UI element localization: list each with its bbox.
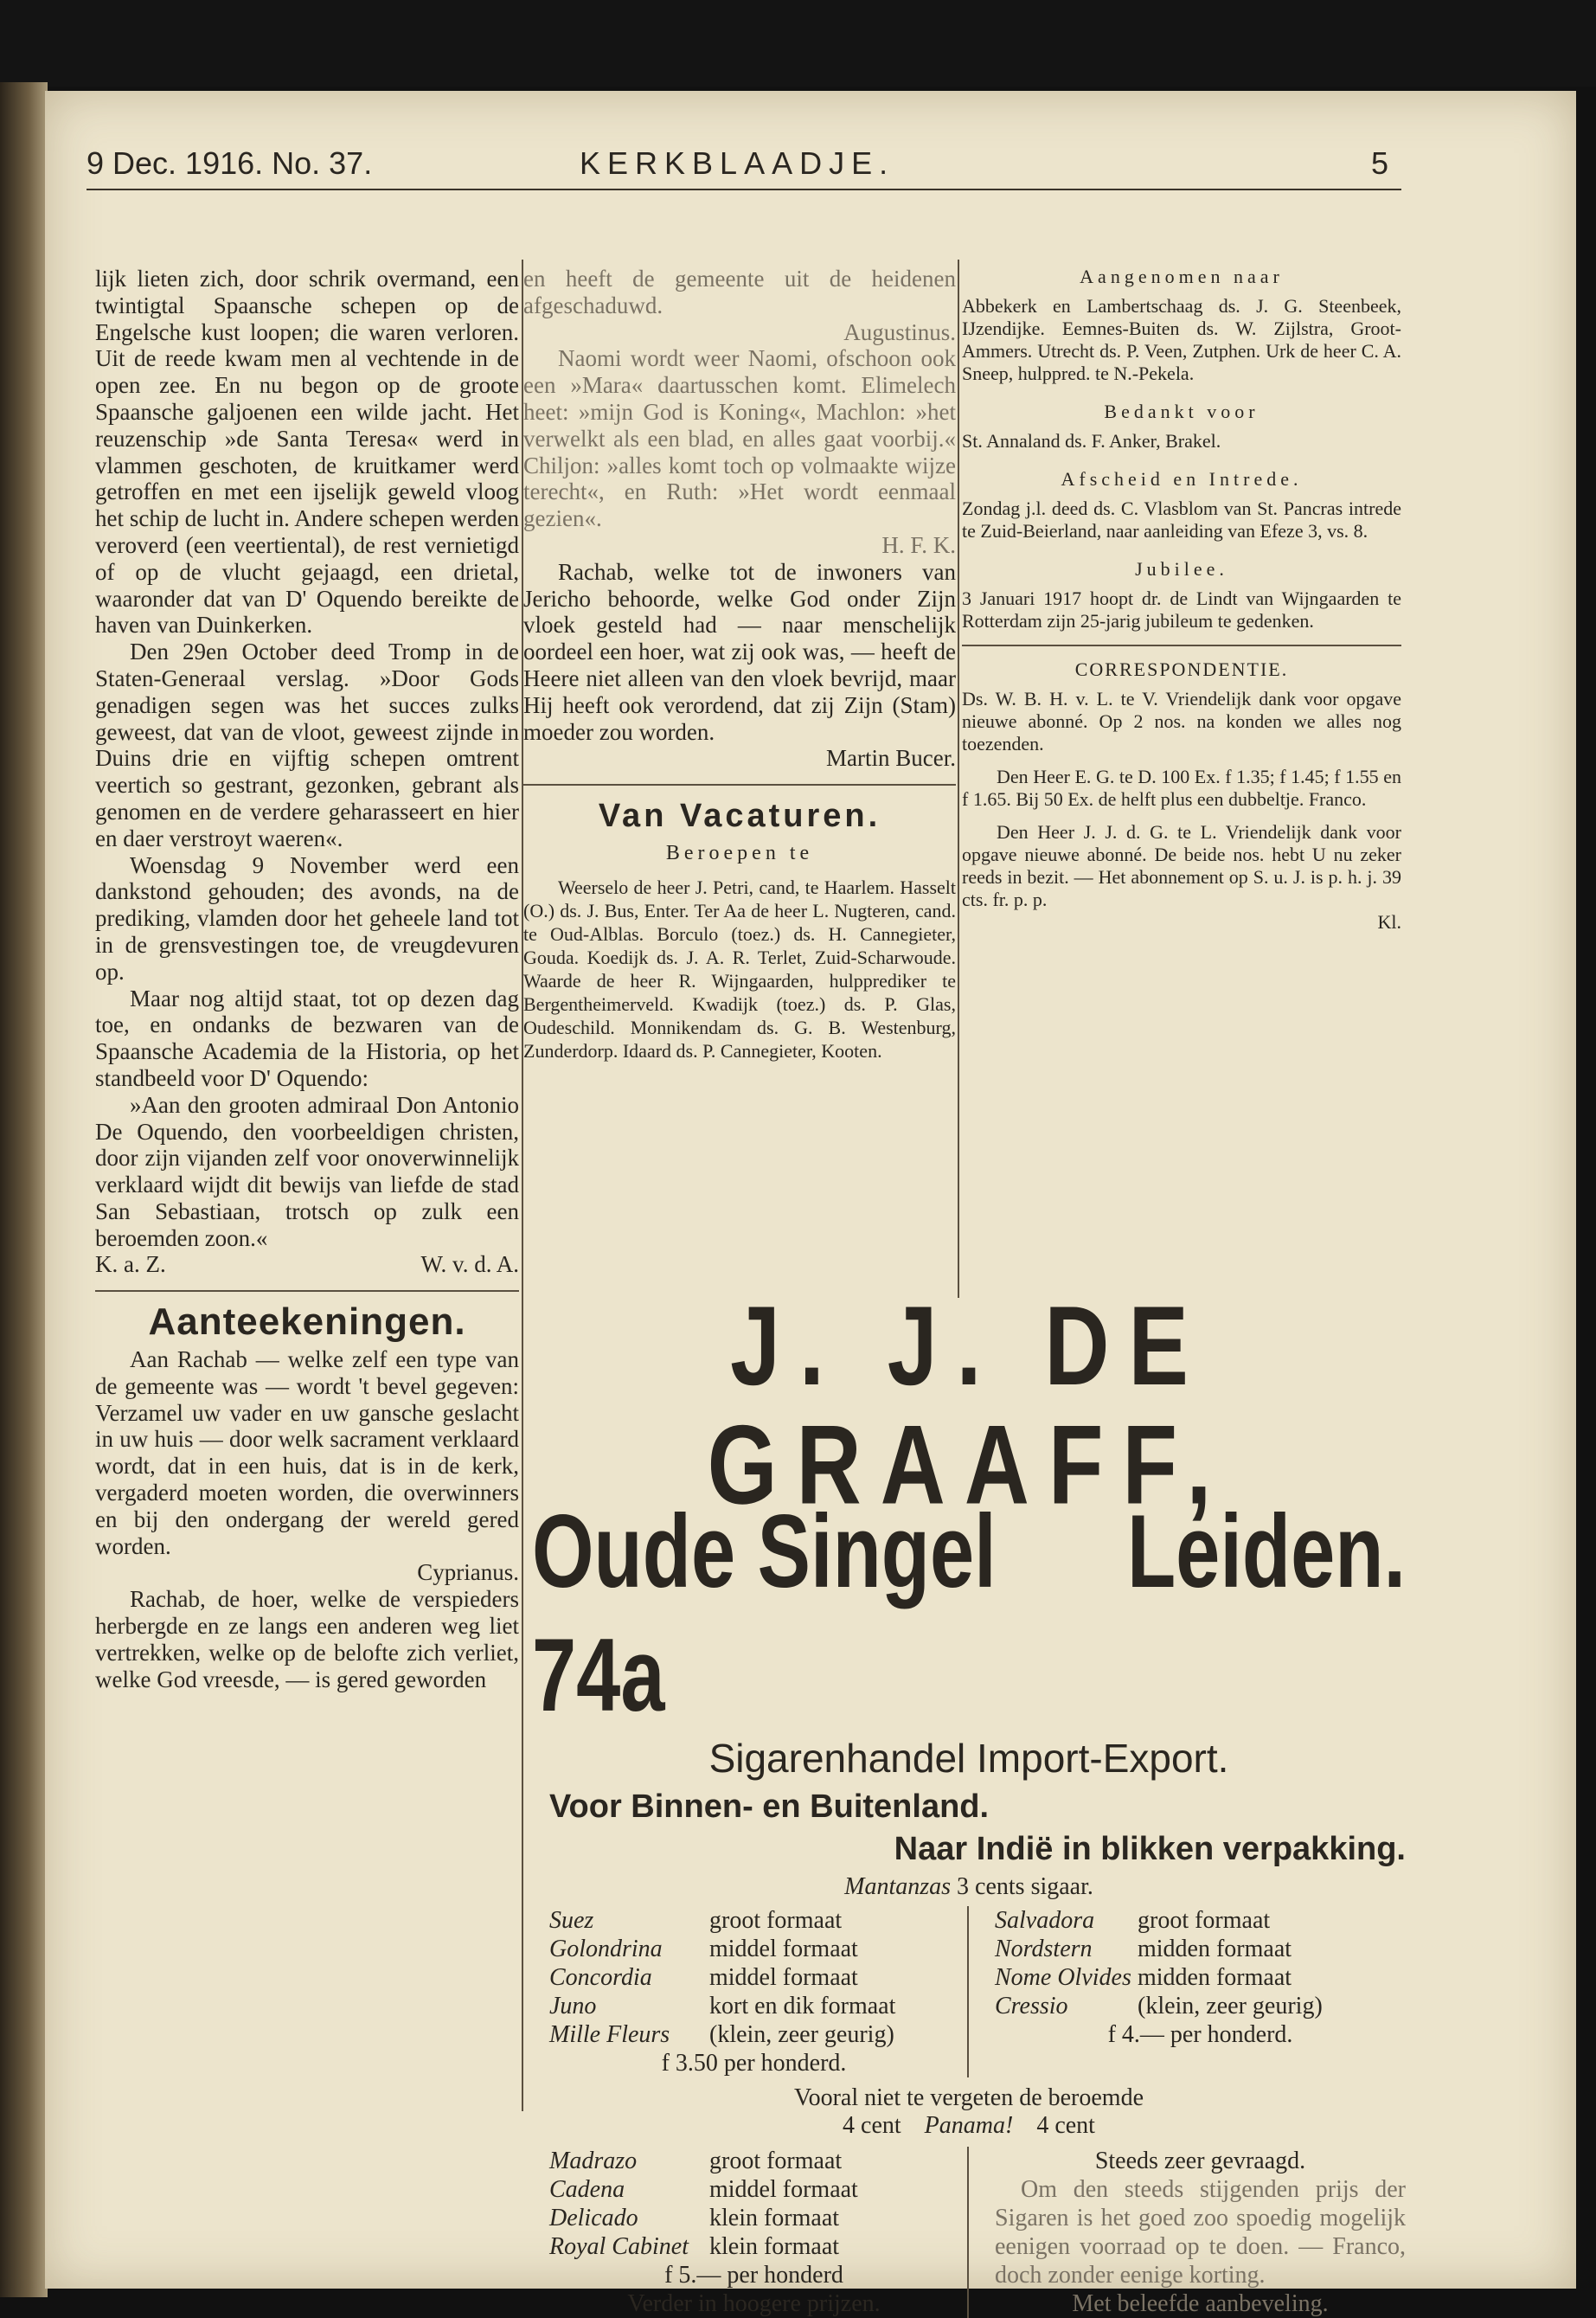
cigar-format: (klein, zeer geurig) [709,2021,894,2048]
notice-heading: Jubilee. [1135,558,1228,580]
featured-cigar-name: Mantanzas [844,1873,952,1900]
masthead-title: KERKBLAADJE. [580,145,895,181]
article-signature: Martin Bucer. [826,745,956,772]
cigar-format: middel formaat [709,1964,858,1991]
cigar-name: Salvadora [995,1907,1095,1934]
signature-left: K. a. Z. [95,1251,166,1278]
cigar-format: klein formaat [709,2233,840,2260]
price-line: f 4.— per honderd. [1107,2021,1293,2048]
article-paragraph: Aan Rachab — welke zelf een type van de gemeente was — wordt 't bevel gegeven: Verzamel uw vader en uw gansche geslacht in uw huis — door welk sacrament verklaard wordt, dat in een huis, dat is in de kerk, vergaderd moeten worden, die overwinners en bij den ondergang der wereld gered worden. [95,1346,519,1559]
panama-name: Panama! [924,2112,1014,2139]
cigar-row [995,1935,1406,1963]
section-rule [523,784,956,786]
cigar-rows [549,1906,958,2049]
cigar-list-left [532,2147,969,2318]
column-3 [962,266,1401,934]
closing-recommendation: Met beleefde aanbeveling. [1072,2290,1329,2317]
notice-heading: Afscheid en Intrede. [1061,468,1303,490]
higher-prices-note: Verder in hoogere prijzen. [627,2290,881,2317]
cigar-rows [549,2147,958,2261]
cigar-row [549,2232,958,2261]
notice-text: St. Annaland ds. F. Anker, Brakel. [962,430,1221,452]
cigar-row [995,1906,1406,1935]
cigar-advertisement [532,1283,1406,2318]
cigar-name: Madrazo [549,2148,638,2174]
panama-intro: Vooral niet te vergeten de beroemde [793,2084,1144,2111]
section-heading: Van Vacaturen. [598,798,881,835]
cigar-name: Royal Cabinet [549,2233,689,2260]
vacancy-list: Weerselo de heer J. Petri, cand, te Haarlem. Hasselt (O.) ds. J. Bus, Enter. Ter Aa de heer L. Nugteren, cand. te Oud-Alblas. Borculo (toez.) ds. H. Cannegieter, Gouda. Koedijk ds. J. A. R. Terlet, Zuid-Scharwoude. Waarde de heer R. Wijngaarden, hulpprediker te Bergentheimerveld. Kwadijk (toez.) ds. P. Glas, Oudeschild. Monnikendam ds. G. B. Westenburg, Zunderdorp. Idaard ds. P. Cannegieter, Kooten. [523,876,956,1062]
stock-advice-text: Om den steeds stijgenden prijs der Sigaren is het goed zoo spoedig mogelijk eenigen voorraad op te doen. — Franco, doch zonder eenige korting. [995,2176,1406,2289]
column-1 [95,266,519,1692]
notice-text: Zondag j.l. deed ds. C. Vlasblom van St. Pancras intrede te Zuid-Beierland, naar aanleiding van Efeze 3, vs. 8. [962,498,1401,542]
article-signature: Cyprianus. [417,1559,519,1586]
price-line: f 3.50 per honderd. [661,2050,847,2077]
cigar-row [549,2175,958,2204]
scan-background-top [0,0,1596,87]
cigar-name: Suez [549,1907,594,1934]
stock-advice-heading: Steeds zeer gevraagd. [1094,2148,1306,2174]
correspondence-signature: Kl. [1377,911,1401,933]
panama-price-left: 4 cent [843,2112,901,2139]
ad-tagline-india: Naar Indië in blikken verpakking. [894,1831,1406,1867]
article-paragraph: Rachab, welke tot de inwoners van Jericho behoorde, welke God onder Zijn vloek gesteld had — naar menschelijk oordeel een hoer, wat zij ook was, — heeft de Heere niet alleen van den vloek bevrijd, maar Hij heeft ook verordend, dat zij Zijn (Stam) moeder zou worden. [523,558,956,745]
cigar-format: groot formaat [1138,1907,1271,1934]
cigar-format: midden formaat [1138,1964,1292,1991]
correspondence-text: Den Heer E. G. te D. 100 Ex. f 1.35; f 1.45; f 1.55 en f 1.65. Bij 50 Ex. de helft plus een dubbeltje. Franco. [962,766,1401,810]
cigar-format: groot formaat [709,2148,843,2174]
featured-cigar [532,1873,1406,1901]
cigar-list-right [969,1906,1406,2077]
article-paragraph: »Aan den grooten admiraal Don Antonio De Oquendo, den voorbeeldigen christen, door zijn vijanden zelf voor onoverwinnelijk verklaard wijdt dit bewijs van liefde de stad San Sebastiaan, trotsch op zulk een beroemden zoon.« [95,1091,519,1251]
cigar-list-left [532,1906,969,2077]
advertiser-name: J. J. DE GRAAFF, [707,1283,1231,1529]
cigar-name: Delicado [549,2205,638,2231]
featured-cigar-price: 3 cents sigaar. [957,1873,1093,1900]
cigar-name: Juno [549,1993,597,2019]
notice-text: 3 Januari 1917 hoopt dr. de Lindt van Wijngaarden te Rotterdam zijn 25-jarig jubileum te gedenken. [962,588,1401,632]
correspondence-text: Den Heer J. J. d. G. te L. Vriendelijk dank voor opgave nieuwe abonné. De beide nos. hebt U nu zeker reeds in bezit. — Het abonnement op S. u. J. is p. h. j. 39 cts. fr. p. p. [962,821,1401,910]
page-number: 5 [1371,145,1389,181]
column-2 [523,266,956,1063]
article-signature: Augustinus. [843,318,956,345]
panama-price-right: 4 cent [1036,2112,1095,2139]
cigar-price-table-2 [532,2147,1406,2318]
cigar-format: kort en dik formaat [709,1993,896,2019]
advertiser-address [532,1490,1406,1737]
ad-tagline: Voor Binnen- en Buitenland. [549,1788,990,1825]
panama-price-line [532,2112,1406,2140]
correspondence-text: Ds. W. B. H. v. L. te V. Vriendelijk dank voor opgave nieuwe abonné. Op 2 nos. na konden we alles nog toezenden. [962,688,1401,754]
cigar-row [549,1963,958,1992]
article-paragraph: Maar nog altijd staat, tot op dezen dag toe, en ondanks de bezwaren van de Spaansche Academia de la Historia, op het standbeeld voor D' Oquendo: [95,985,519,1091]
notice-heading: Aangenomen naar [1080,266,1284,287]
cigar-name: Golondrina [549,1936,663,1962]
cigar-name: Cadena [549,2176,625,2203]
article-paragraph: Den 29en October deed Tromp in de Staten-Generaal verslag. »Door Gods genadigen segen was het succes zulks geweest, dat van de vloot, geweest zijnde in Duins drie en vijftig schepen omtrent veertich so gestrant, gezonken, gebrant als genomen en de verdere geharasseert en hier en daer verstroyt waeren«. [95,639,519,851]
header-rule [87,189,1401,190]
cigar-format: (klein, zeer geurig) [1138,1993,1323,2019]
cigar-name: Concordia [549,1964,652,1991]
cigar-price-table-1 [532,1906,1406,2077]
cigar-format: middel formaat [709,1936,858,1962]
article-paragraph: Rachab, de hoer, welke de verspieders herbergde en ze langs een anderen weg liet vertrekken, welke op de belofte zich verliet, welke God vreesde, — is gered geworden [95,1586,519,1692]
cigar-row [995,1963,1406,1992]
article-paragraph: Woensdag 9 November werd een dankstond gehouden; des avonds, na de prediking, vlamden door het geheele land tot in de grensvestingen toe, de vreugdevuren op. [95,851,519,985]
article-signature [95,1251,519,1278]
cigar-row [549,1935,958,1963]
cigar-row [549,2020,958,2049]
subheading: Beroepen te [665,841,814,864]
cigar-format: klein formaat [709,2205,840,2231]
article-signature: H. F. K. [881,531,956,558]
cigar-name: Nome Olvides [995,1964,1131,1991]
notice-text: Abbekerk en Lambertschaag ds. J. G. Steenbeek, IJzendijke. Eemnes-Buiten ds. W. Zijlstra, Groot-Ammers. Utrecht ds. P. Veen, Zutphen. Urk de heer C. A. Sneep, hulppred. te N.-Pekela. [962,295,1401,384]
section-rule [95,1290,519,1292]
section-heading: Aanteekeningen. [148,1300,466,1344]
cigar-row [549,1992,958,2020]
correspondence-heading: CORRESPONDENTIE. [1074,658,1289,680]
column-divider-1-lower [522,1315,523,2111]
section-rule [962,645,1401,646]
price-line: f 5.— per honderd [664,2262,843,2289]
stock-advice [969,2147,1406,2318]
column-divider-2 [958,260,959,1298]
cigar-row [549,2147,958,2175]
signature-right: W. v. d. A. [420,1251,519,1278]
cigar-row [549,1906,958,1935]
article-paragraph: en heeft de gemeente uit de heidenen afgeschaduwd. [523,266,956,318]
panama-callout [532,2084,1406,2140]
book-binding [0,82,48,2297]
business-type: Sigarenhandel Import-Export. [708,1736,1229,1781]
cigar-name: Cressio [995,1993,1068,2019]
cigar-row [549,2204,958,2232]
cigar-format: groot formaat [709,1907,843,1934]
issue-date: 9 Dec. 1916. No. 37. [87,145,373,181]
cigar-row [995,1992,1406,2020]
article-paragraph: Naomi wordt weer Naomi, ofschoon ook een »Mara« daartusschen komt. Elimelech heet: »mijn God is Koning«, Machlon: »het verwelkt als een blad, en alles gaat voorbij.« Chiljon: »alles komt toch op volmaakte wijze terecht«, en Ruth: »Het wordt eenmaal gezien«. [523,345,956,532]
cigar-format: midden formaat [1138,1936,1292,1962]
notice-heading: Bedankt voor [1104,401,1259,422]
cigar-rows [995,1906,1406,2020]
cigar-format: middel formaat [709,2176,858,2203]
cigar-name: Mille Fleurs [549,2021,670,2048]
address-street: Oude Singel 74a [532,1494,997,1733]
address-city: Leiden. [1126,1494,1406,1609]
article-paragraph: lijk lieten zich, door schrik overmand, een twintigtal Spaansche schepen op de Engelsche kust loopen; die waren verloren. Uit de reede kwam men al vechtende in de open zee. En nu begon op de groote Spaansche galjoenen een wilde jacht. Het reuzenschip »de Santa Teresa« werd in vlammen geschoten, de kruitkamer werd getroffen en met een ijselijk geweld vloog het schip de lucht in. Andere schepen werden veroverd (een veertiental), de rest vernietigd of op de vlucht gejaagd, een drietal, waaronder dat van D' Oquendo bereikte de haven van Duinkerken. [95,266,519,639]
cigar-name: Nordstern [995,1936,1093,1962]
